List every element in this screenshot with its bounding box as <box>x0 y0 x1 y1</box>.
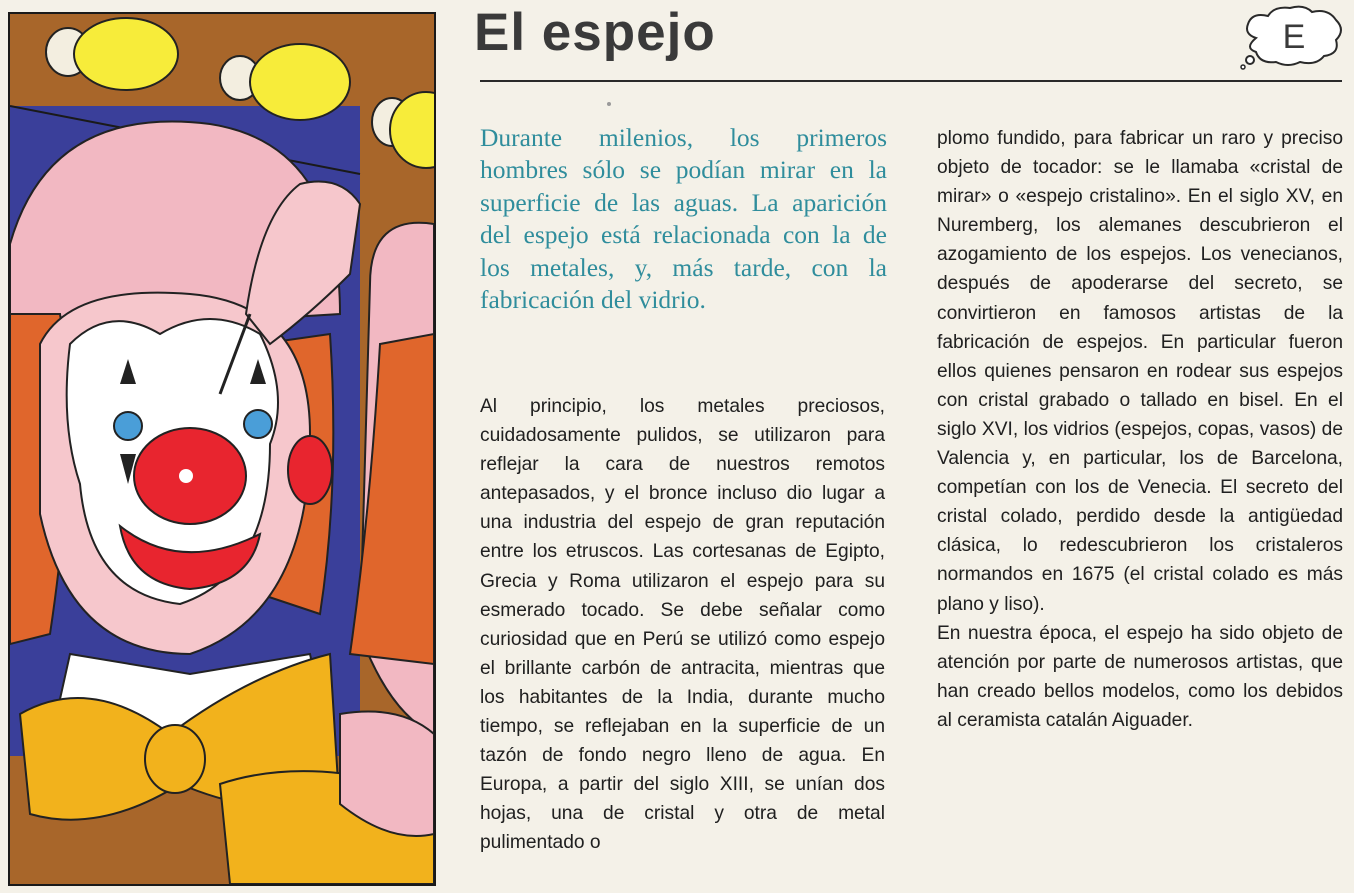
page-title: El espejo <box>474 3 716 62</box>
title-rule <box>480 80 1342 82</box>
lead-paragraph: Durante milenios, los primeros hombres sólo se podían mirar en la superficie de las aguas. La aparición del espejo está relacionada con la de los metales, y, más tarde, con la fabricación del vidrio. <box>480 123 887 315</box>
decorative-dot <box>607 102 611 106</box>
clown-mirror-illustration <box>8 12 436 886</box>
body-paragraph: plomo fundido, para fabricar un raro y preciso objeto de tocador: se le llamaba «cristal de mirar» o «espejo cristalino». En el siglo XV, en Nuremberg, los alemanes descubrieron el azogamiento de los espejos. Los venecianos, después de apoderarse del secreto, se convirtieron en famosos artistas de la fabricación de espejos. En particular fueron ellos quienes pensaron en rodear sus espejos con cristal grabado o tallado en bisel. En el siglo XVI, los vidrios (espejos, copas, vasos) de Valencia y, en particular, los de Barcelona, competían con los de Venecia. El secreto del cristal colado, perdido desde la antigüedad clásica, lo redescubrieron los cristaleros normandos en 1675 (el cristal colado es más plano y liso). <box>937 128 1343 615</box>
body-paragraph: Al principio, los metales preciosos, cuidadosamente pulidos, se utilizaron para reflejar la cara de nuestros remotos antepasados, y el bronce incluso dio lugar a una industria del espejo de gran reputación entre los etruscos. Las cortesanas de Egipto, Grecia y Roma utilizaron el espejo para su esmerado tocado. Se debe señalar como curiosidad que en Perú se utilizó como espejo el brillante carbón de antracita, mientras que los habitantes de la India, durante mucho tiempo, se reflejaban en la superficie de un tazón de fondo negro lleno de agua. En Europa, a partir del siglo XIII, se unían dos hojas, una de cristal y otra de metal pulimentado o <box>480 396 885 854</box>
body-paragraph: En nuestra época, el espejo ha sido objeto de atención por parte de numerosos artistas, que han creado bellos modelos, como los debidos al ceramista catalán Aiguader. <box>937 622 1343 731</box>
body-column-left <box>480 392 885 858</box>
body-column-right <box>937 124 1343 735</box>
thought-bubble-icon <box>1238 4 1346 70</box>
badge-letter: E <box>1282 18 1306 56</box>
